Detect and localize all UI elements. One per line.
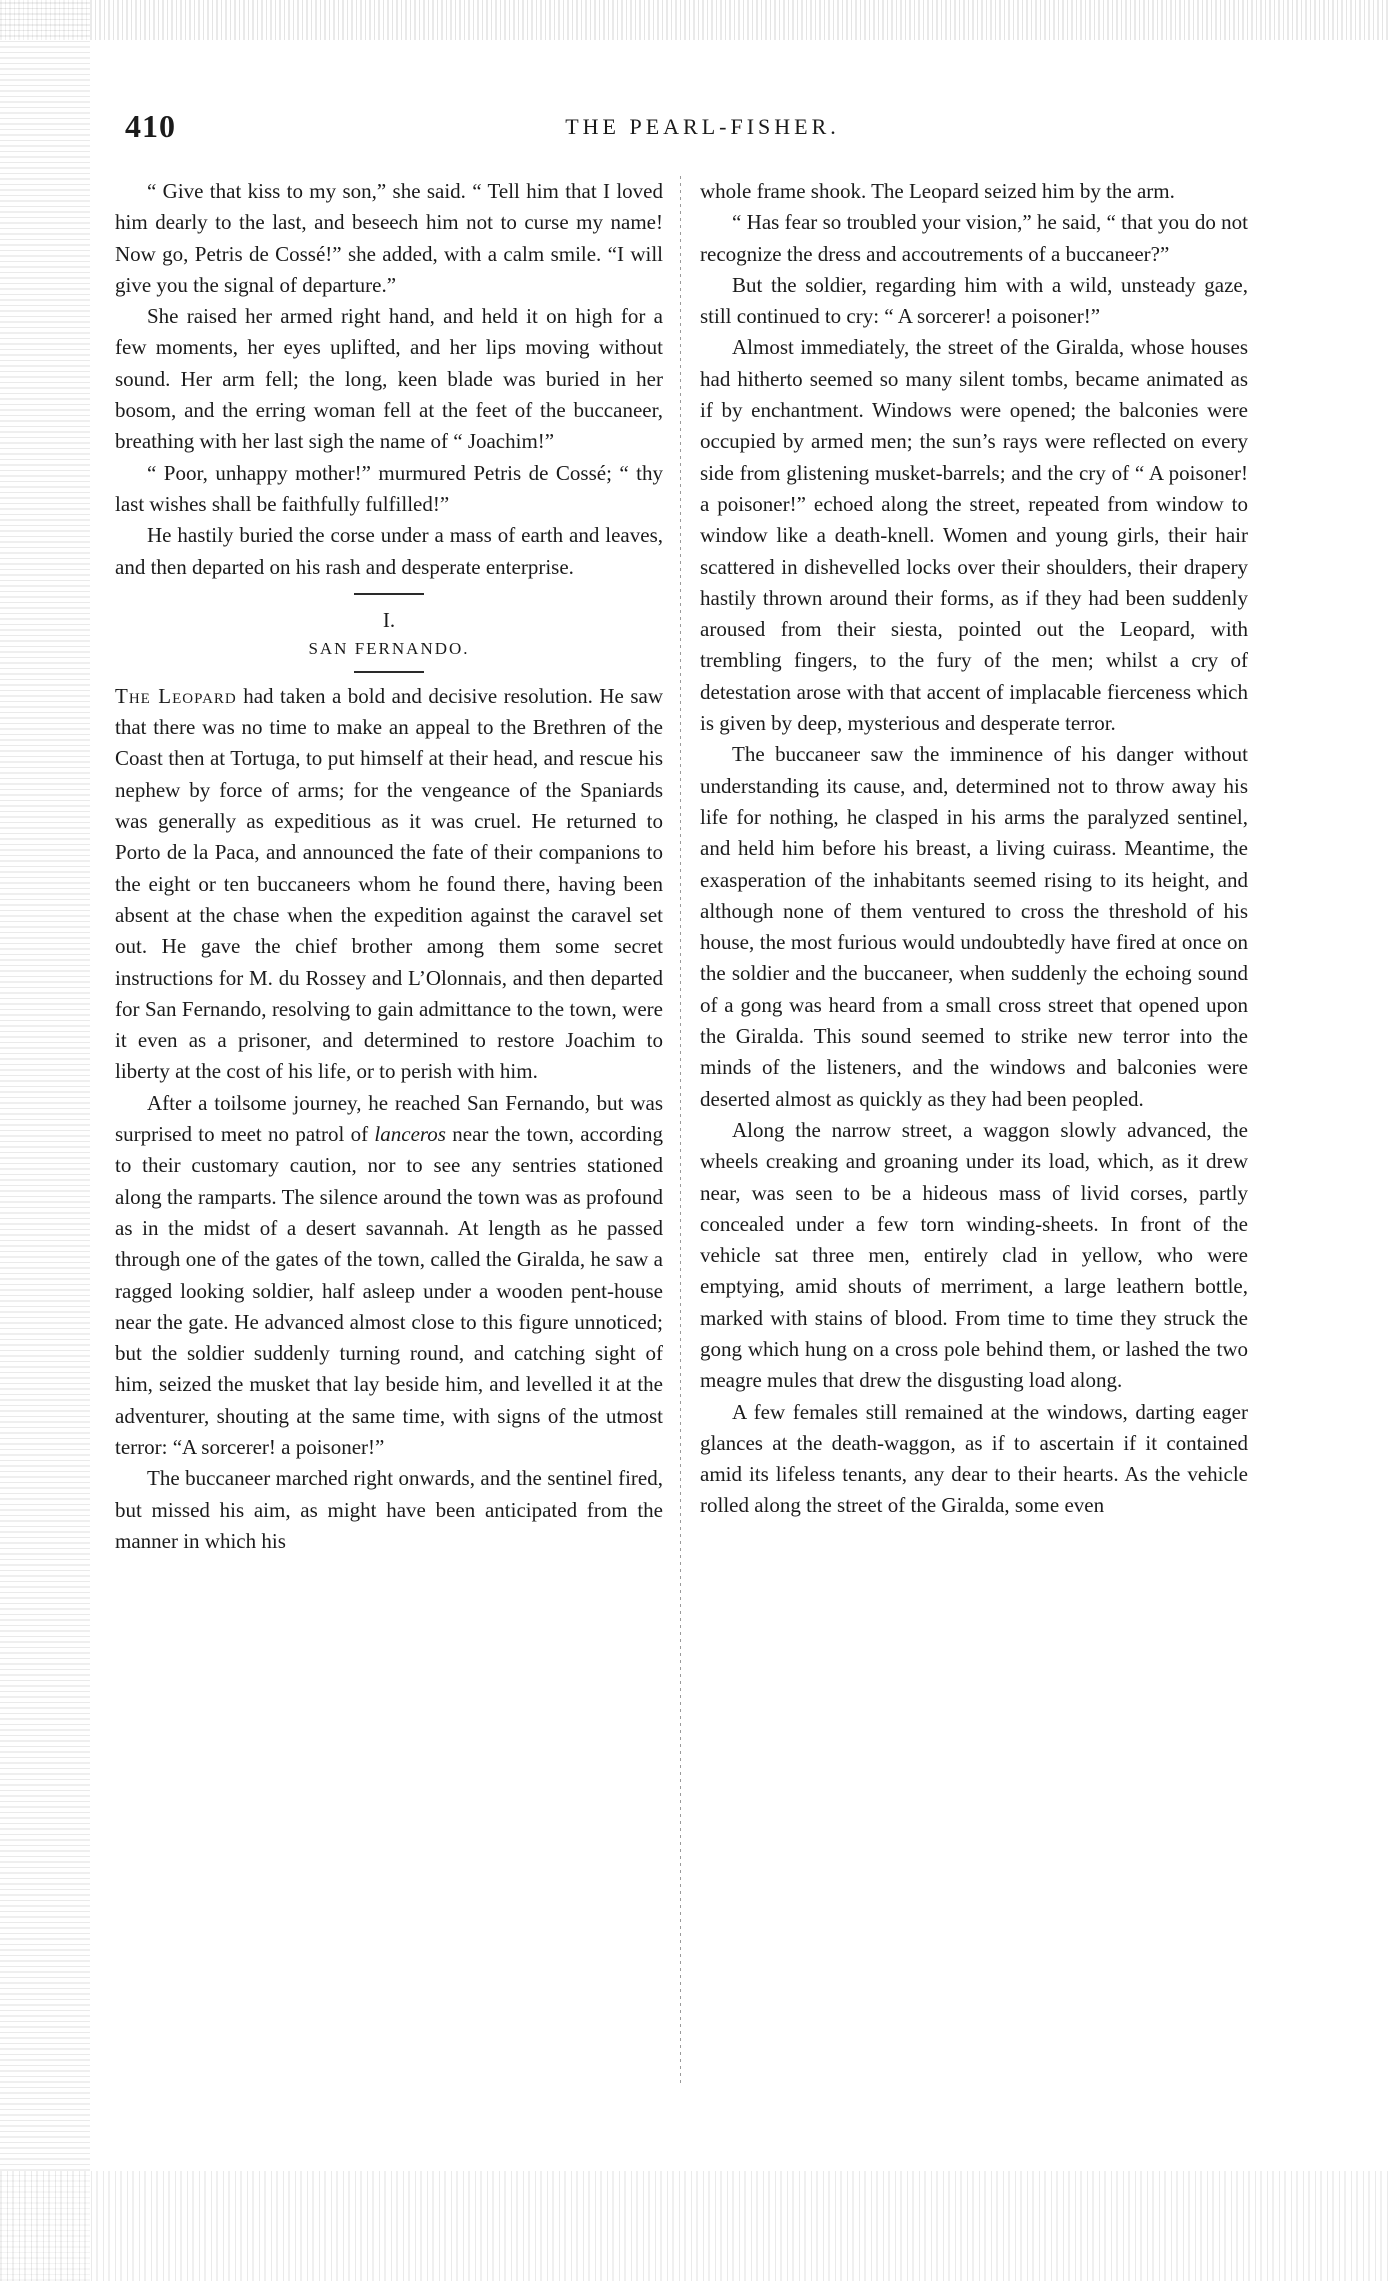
page-header [125, 108, 1280, 152]
scan-noise-bottom [0, 2171, 1389, 2281]
paragraph: whole frame shook. The Leopard seized him by the arm. [700, 179, 1175, 203]
italic-word: lanceros [374, 1122, 446, 1147]
right-column [700, 176, 1248, 1522]
scan-noise-left [0, 0, 90, 2281]
paragraph [115, 1088, 663, 1464]
small-caps-lead: The Leopard [115, 683, 237, 708]
paragraph-text: near the town, according to their customary caution, nor to see any sentries stationed along the ramparts. The silence around the town was as profound as in the midst of a desert savannah. At length as he passed through one of the gates of the town, called the Giralda, he saw a ragged looking soldier, half asleep under a wooden pent-house near the gate. He advanced almost close to this figure unnoticed; but the soldier suddenly turning round, and catching sight of him, seized the musket that lay beside him, and levelled it at the adventurer, shouting at the same time, with signs of the utmost terror: “A sorcerer! a poisoner!” [115, 1122, 663, 1459]
paragraph: “ Has fear so troubled your vision,” he said, “ that you do not recognize the dress and accoutrements of a buccaneer?” [700, 210, 1248, 266]
section-numeral: I. [382, 607, 396, 632]
section-rule-top [354, 593, 424, 595]
section-rule-bottom [354, 671, 424, 673]
paragraph: The buccaneer saw the imminence of his danger without understanding its cause, and, determined not to throw away his life for nothing, he clasped in his arms the paralyzed sentinel, and held him before his breast, a living cuirass. Meantime, the exasperation of the inhabitants seemed rising to its height, and although none of them ventured to cross the threshold of his house, the most furious would undoubtedly have fired at once on the soldier and the buccaneer, when suddenly the echoing sound of a gong was heard from a small cross street that opened upon the Giralda. This sound seemed to strike new terror into the minds of the listeners, and the windows and balconies were deserted almost as quickly as they had been peopled. [700, 742, 1248, 1111]
paragraph-text: had taken a bold and decisive resolution. He saw that there was no time to make an appeal to the Brethren of the Coast then at Tortuga, to put himself at their head, and rescue his nephew by force of arms; for the vengeance of the Spaniards was generally as expeditious as it was cruel. He returned to Porto de la Paca, and announced the fate of their companions to the eight or ten buccaneers whom he found there, having been absent at the chase when the expedition against the caravel set out. He gave the chief brother among them some secret instructions for M. du Rossey and L’Olonnais, and then departed for San Fernando, resolving to gain admittance to the town, were it even as a prisoner, and determined to restore Joachim to liberty at the cost of his life, or to perish with him. [115, 683, 664, 1084]
paragraph: But the soldier, regarding him with a wild, unsteady gaze, still continued to cry: “ A sorcerer! a poisoner!” [700, 272, 1248, 329]
section-title: SAN FERNANDO. [308, 638, 470, 658]
paragraph-text: After a toilsome journey, he reached San Fernando, but was surprised to meet no patrol of [115, 1090, 663, 1147]
paragraph: He hastily buried the corse under a mass of earth and leaves, and then departed on his rash and desperate enterprise. [115, 523, 663, 579]
running-title: THE PEARL-FISHER. [565, 114, 840, 139]
paragraph: “ Poor, unhappy mother!” murmured Petris de Cossé; “ thy last wishes shall be faithfully fulfilled!” [115, 460, 663, 516]
scan-noise-top [0, 0, 1389, 40]
left-column [115, 176, 663, 1557]
paragraph: Along the narrow street, a waggon slowly advanced, the wheels creaking and groaning under its load, which, as it drew near, was seen to be a hideous mass of livid corses, partly concealed under a few torn winding-sheets. In front of the vehicle sat three men, entirely clad in yellow, who were emptying, amid shouts of merriment, a large leathern bottle, marked with stains of blood. From time to time they struck the gong which hung on a cross pole behind them, or lashed the two meagre mules that drew the disgusting load along. [700, 1117, 1248, 1393]
paragraph: A few females still remained at the windows, darting eager glances at the death-waggon, as if to ascertain if it contained amid its lifeless tenants, any dear to their hearts. As the vehicle rolled along the street of the Giralda, some even [700, 1399, 1248, 1518]
paragraph: Almost immediately, the street of the Giralda, whose houses had hitherto seemed so many silent tombs, became animated as if by enchantment. Windows were opened; the balconies were occupied by armed men; the sun’s rays were reflected on every side from glistening musket-barrels; and the cry of “ A poisoner! a poisoner!” echoed along the street, repeated from window to window like a death-knell. Women and young girls, their hair scattered in dishevelled locks over their shoulders, their drapery hastily thrown around their forms, as if they had been suddenly aroused from their siesta, pointed out the Leopard, with trembling fingers, to the fury of the men; whilst a cry of detestation arose with that accent of implacable fierceness which is given by deep, mysterious and desperate terror. [700, 335, 1248, 736]
paragraph: The buccaneer marched right onwards, and the sentinel fired, but missed his aim, as might have been anticipated from the manner in which his [115, 1466, 663, 1553]
column-divider [680, 176, 681, 2086]
paragraph [115, 681, 663, 1088]
page-number: 410 [125, 108, 176, 144]
section-heading [115, 593, 663, 673]
paragraph: She raised her armed right hand, and held it on high for a few moments, her eyes uplifted, and her lips moving without sound. Her arm fell; the long, keen blade was buried in her bosom, and the erring woman fell at the feet of the buccaneer, breathing with her last sigh the name of “ Joachim!” [115, 304, 663, 454]
paragraph: “ Give that kiss to my son,” she said. “ Tell him that I loved him dearly to the last, and beseech him not to curse my name! Now go, Petris de Cossé!” she added, with a calm smile. “I will give you the signal of departure.” [115, 179, 663, 297]
